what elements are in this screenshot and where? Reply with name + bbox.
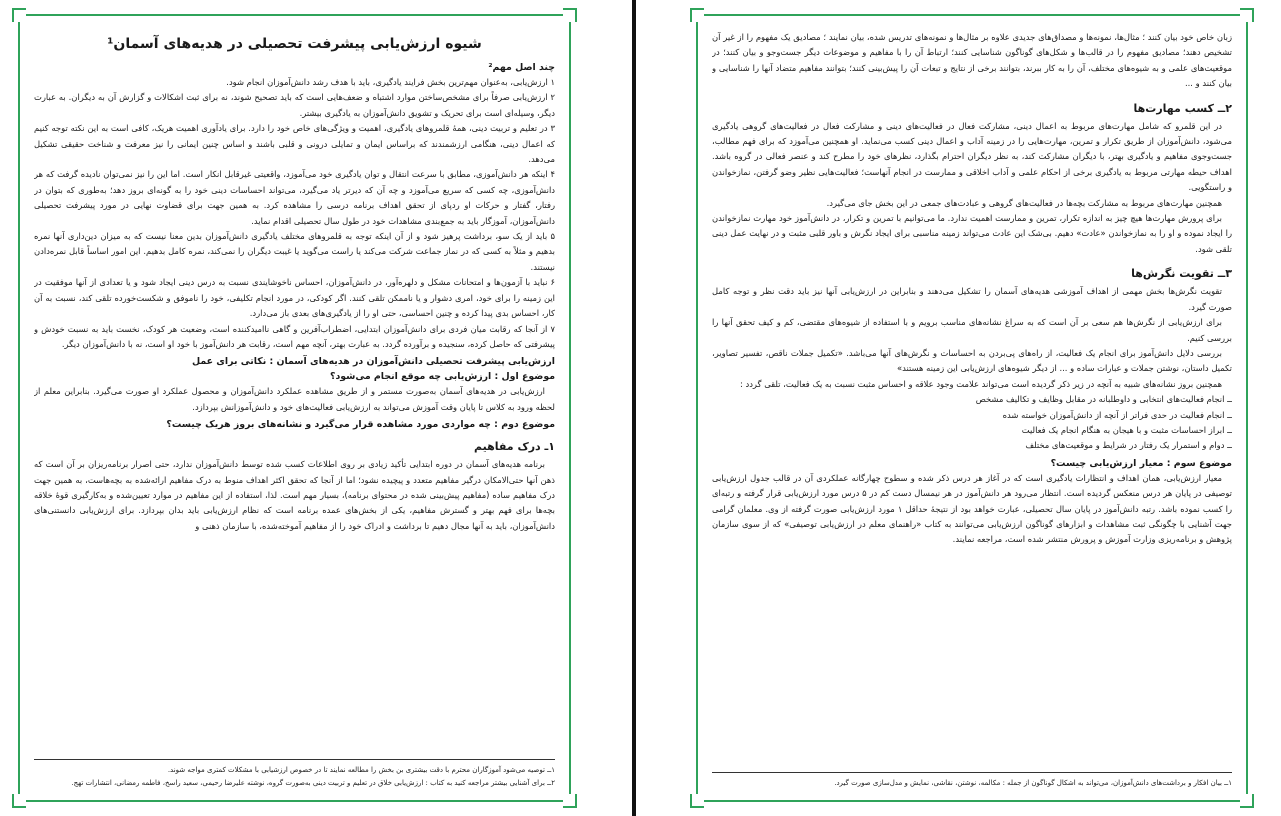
footnote-2: ٢ــ برای آشنایی بیشتر مراجعه کنید به کتاب : ارزش‌یابی خلاق در تعلیم و تربیت دینی به‌صورت گروه، نوشته علیرضا رحیمی، سعید راسخ، فاطمه رمضانی، انتشارات تهج. [71, 779, 555, 787]
section-2-text-1: در این قلمرو که شامل مهارت‌های مربوط به اعمال دینی، مشارکت فعال در فعالیت‌های دینی و مشارکت فعال در فعالیت‌های گروهی یادگیری می‌شود، دانش‌آموزان از طریق تکرار و تمرین، مهارت‌هایی را در زمینه آداب و اعمال دینی کسب می‌نماید. او همچنین می‌آموزد که برای فهم مطالب، جست‌وجوی مفاهیم و یادگیری بهتر، با دیگران مشارکت کند، به نظر دیگران احترام بگذارد، نظرهای خود را مطرح کند و عنصر فعالی در گروه باشد. اهداف حیطه مهارتی مربوط به یادگیری برخی از احکام علمی و آداب اخلاقی و ممارست در انجام آنهاست؛ فعالیت‌هایی نظیر وضو گرفتن، نمازخواندن و راستگویی. [712, 120, 1232, 193]
section-1-heading: ١ـ درک مفاهیم [474, 440, 555, 454]
frame-corner [690, 8, 704, 22]
footnote-1: ١ــ توصیه می‌شود آموزگاران محترم با دقت بیشتری بن بخش را مطالعه نمایند تا در خصوص ارزشیابی با مشکلات کمتری مواجه شوند. [167, 766, 555, 774]
important-points-heading: چند اصل مهم² [488, 62, 555, 73]
right-page [696, 14, 1248, 802]
frame-corner [12, 8, 26, 22]
section-2-text-2: همچنین مهارت‌های مربوط به مشارکت بچه‌ها در فعالیت‌های گروهی و عبادت‌های جمعی در این بخش جای می‌گیرد. [826, 197, 1222, 208]
intro-text: زبان خاص خود بیان کنند ؛ مثال‌ها، نمونه‌ها و مصداق‌های جدیدی علاوه بر مثال‌ها و نمونه‌های تدریس شده، بیان نمایند ؛ مصادیق یک مفهوم را از غیر آن تشخیص دهند؛ مصادیق مفهوم را در قالب‌ها و شکل‌های گوناگون شناسایی کنند؛ ارتباط آن را با مفاهیم و موضوعات دیگر جست‌وجو و بیان کنند؛ در موقعیت‌های علمی و به شیوه‌های مختلف، آن را به کار ببرند، بتوانند برخی از نتایج و تبعات آن را پیش‌بینی کنند؛ بتوانند مفاهیم متضاد آنها را شناسایی و بیان کنند و ... [712, 32, 1232, 89]
frame-corner [563, 8, 577, 22]
section-3-heading: ٣ــ تقویت نگرش‌ها [1131, 267, 1232, 281]
topic-3-heading: موضوع سوم : معیار ارزش‌یابی چیست؟ [1050, 457, 1232, 469]
point-1: ١ ارزش‌یابی، به‌عنوان مهم‌ترین بخش فرایند یادگیری، باید با هدف رشد دانش‌آموزان انجام شود. [226, 77, 555, 87]
section-2-text-3: برای پرورش مهارت‌ها هیچ چیز به اندازه تکرار، تمرین و ممارست اهمیت ندارد. ما می‌توانیم با تمرین و تکرار، در دانش‌آموز خود مهارت نمازخواندن را ایجاد نموده و او را به نمازخواندن «عادت» دهیم. بی‌شک این عادت می‌تواند زمینه مناسبی برای ایجاد نگرش و باور قلبی مثبت و در نهایت عمل دینی تلقی شود. [712, 213, 1232, 254]
point-2: ٢ ارزش‌یابی صرفاً برای مشخص‌ساختن موارد اشتباه و ضعف‌هایی است که باید تصحیح شوند، نه برای ثبت اشکالات و گزارش آن به دیگران. به عبارت دیگر، وسیله‌ای است برای تحریک و تشویق دانش‌آموزان به یادگیری بیشتر. [34, 92, 555, 118]
point-6: ۶ نباید با آزمون‌ها و امتحانات مشکل و دلهره‌آور، در دانش‌آموزان، احساس ناخوشایندی نسبت به درس دینی ایجاد شود و یا تعدادی از آنها موفقیت در این زمینه را برای خود، امری دشوار و یا ناممکن تلقی کنند. اگر کودکی، در مورد انجام تکلیفی، خود را ناموفق و شکست‌خورده تلقی کند، نسبت به آن کار، احساس بدی پیدا کرده و چنین احساسی، حتی او را از یادگیری‌های بعدی باز می‌دارد. [34, 277, 555, 319]
point-5: ۵ باید از یک سو، برداشت پرهیز شود و از آن اینکه توجه به قلمروهای مختلف یادگیری دانش‌آموزان بدین معنا نیست که به میزان دین‌داری آنها نمره بدهیم و مثلاً به کسی که در نماز جماعت شرکت می‌کند یا راست می‌گوید یا غیبت دیگران را نمی‌کند، نمره کامل بدهیم. این امور اساساً قابل نمره‌دادن نیستند. [34, 231, 555, 272]
right-page-content [712, 30, 1232, 756]
bullet-item: ــ انجام فعالیت در حدی فراتر از آنچه از دانش‌آموزان خواسته شده [1002, 409, 1232, 420]
left-page [18, 14, 571, 802]
page-title: شیوه ارزش‌یابی پیشرفت تحصیلی در هدیه‌های آسمان¹ [107, 36, 482, 52]
section-3-text-2: برای ارزش‌یابی از نگرش‌ها هم سعی بر آن است که به سراغ نشانه‌های مناسب برویم و با استفاده از شیوه‌های مقتضی، کم و کیف تحقق آنها را بررسی کنیم. [712, 317, 1232, 343]
page-divider [632, 0, 636, 816]
section-3-text-3: بررسی دلایل دانش‌آموز برای انجام یک فعالیت، از راه‌های پی‌بردن به احساسات و نگرش‌های آنها می‌باشد. «تکمیل جملات ناقص، تفسیر تصاویر، تکمیل داستان، نوشتن جملات و عبارات ساده و ... از دیگر شیوه‌های ارزش‌یابی این زمینه هستند» [712, 347, 1232, 374]
frame-corner [1240, 794, 1254, 808]
bullet-item: ــ ابراز احساسات مثبت و با هیجان به هنگام انجام یک فعالیت [1021, 424, 1232, 435]
topic-3-text: معیار ارزش‌یابی، همان اهداف و انتظارات یادگیری است که در آغاز هر درس ذکر شده و سطوح چهارگانه عملکردی آن در قالب جدول ارزش‌یابی توصیفی در پایان هر درس منعکس گردیده است. انتظار می‌رود هر دانش‌آموز در هر نیمسال دست کم در ۵ درس مورد ارزش‌یابی قرار گرفته و رتبه‌ای را کسب نموده باشد. رتبه دانش‌آموز در پایان سال تحصیلی، عبارت خواهد بود از نتیجهٔ حداقل ١ مورد ارزش‌یابی صورت گرفته از وی. معلمان گرامی جهت آشنایی با چگونگی ثبت مشاهدات و ابزارهای گوناگون ارزش‌یابی می‌توانند به کتاب «راهنمای معلم در ارزش‌یابی توصیفی» که از سوی سازمان پژوهش و برنامه‌ریزی وزارت آموزش و پرورش منتشر شده است، مراجعه نمایند. [712, 472, 1232, 545]
section-1-text: برنامه هدیه‌های آسمان در دوره ابتدایی تأکید زیادی بر روی اطلاعات کسب شده توسط دانش‌آموزان ندارد، حتی اصرار برنامه‌ریزان بر آن است که ذهن آنها حتی‌الامکان درگیر مفاهیم متعدد و پیچیده نشود؛ اما از آنجا که تحقق اکثر اهداف منوط به درک مفاهیم ارائه‌شده به بچه‌هاست، به همین جهت درک مفاهیم ساده (مفاهیم پیش‌بینی شده در محتوای برنامه)، بسیار مهم است. لذا، استفاده از این مفاهیم در موارد تعیین‌شده و به‌کارگیری قوهٔ خلاقه بچه‌ها برای فهم بهتر و گسترش مفاهیم، یکی از بخش‌های عمده برنامه است که نظام ارزش‌یابی باید بدان بپردازد. برای ارزش‌یابی دانستنی‌های دانش‌آموزان، باید به آنها مجال دهیم تا برداشت و ادراک خود را از مفاهیم آموخته‌شده، با سازمان ذهنی و [34, 459, 555, 531]
evaluation-section-heading: ارزش‌یابی پیشرفت تحصیلی دانش‌آموزان در هدیه‌های آسمان : نکاتی برای عمل [191, 356, 555, 368]
frame-corner [563, 794, 577, 808]
section-3-text-4: همچنین بروز نشانه‌های شبیه به آنچه در زیر ذکر گردیده است می‌تواند علامت وجود علاقه و احساس مثبت نسبت به یک فعالیت، تلقی گردد : [739, 378, 1222, 389]
frame-corner [12, 794, 26, 808]
frame-corner [1240, 8, 1254, 22]
footnote-rule [34, 759, 555, 760]
bullet-item: ــ انجام فعالیت‌های انتخابی و داوطلبانه در مقابل وظایف و تکالیف مشخص [975, 394, 1232, 405]
topic-1-heading: موضوع اول : ارزش‌یابی چه موقع انجام می‌شود؟ [330, 371, 555, 383]
section-2-heading: ٢ــ کسب مهارت‌ها [1133, 101, 1232, 115]
topic-2-heading: موضوع دوم : چه مواردی مورد مشاهده قرار می‌گیرد و نشانه‌های بروز هریک چیست؟ [166, 419, 555, 431]
point-3: ٣ در تعلیم و تربیت دینی، همهٔ قلمروهای یادگیری، اهمیت و ویژگی‌های خاص خود را دارد. برای یادآوری اهمیت هریک، کافی است به این نکته توجه کنیم که اعمال دینی، هنگامی ارزشمندند که براساس ایمان و تمایلی درونی و قلبی باشند و اساس چنین ایمانی را نیز معرفت و شناخت حقیقی تشکیل می‌دهد. [34, 123, 555, 165]
point-7: ٧ از آنجا که رقابت میان فردی برای دانش‌آموزان ابتدایی، اضطراب‌آفرین و گاهی ناامیدکننده است، وضعیت هر کودک، نخست باید به نسبت خودش و پیشرفتی که حاصل کرده، سنجیده و برآورده گردد. به عبارت بهتر، آنچه مهم است، رقابت هر دانش‌آموز با خود او است، نه با دانش‌آموزان دیگر. [34, 323, 555, 349]
footnote-rule [712, 772, 1232, 773]
section-3-text-1: تقویت نگرش‌ها بخش مهمی از اهداف آموزشی هدیه‌های آسمان را تشکیل می‌دهند و بنابراین در ارزش‌یابی آنها نیز باید دقت نظر و توجه کامل صورت گیرد. [712, 286, 1232, 312]
right-footnotes [712, 772, 1232, 790]
bullet-item: ــ دوام و استمرار یک رفتار در شرایط و موقعیت‌های مختلف [1025, 440, 1232, 451]
topic-1-text: ارزش‌یابی در هدیه‌های آسمان به‌صورت مستمر و از طریق مشاهده عملکرد دانش‌آموزان و محصول عملکرد او صورت می‌گیرد. بنابراین معلم از لحظه ورود به کلاس تا پایان وقت آموزش می‌تواند به ارزش‌یابی فعالیت‌های خود و دانش‌آموزانش بپردازد. [34, 386, 555, 412]
frame-corner [690, 794, 704, 808]
left-footnotes [34, 759, 555, 790]
left-page-content [34, 30, 555, 740]
point-4: ۴ اینکه هر دانش‌آموزی، مطابق با سرعت انتقال و توان یادگیری خود می‌آموزد، واقعیتی غیرقابل انکار است. اما این را نیز نمی‌توان نادیده گرفت که هر دانش‌آموزی، چه کسی که سریع می‌آموزد و چه آن که دیرتر یاد می‌گیرد، می‌تواند احساسات دینی خود را به گونه‌ای بروز دهد؛ به‌طوری که بتوان در رفتار، گفتار و حرکات او ردپای از تحقق اهداف برنامه درسی را مشاهده کرد. به همین جهت برای قضاوت نهایی در مورد پیشرفت تحصیلی دانش‌آموزان، آموزگار باید به جمع‌بندی مشاهدات خود در طول سال تحصیلی اقدام نماید. [34, 169, 555, 226]
footnote-1: ١ــ بیان افکار و برداشت‌های دانش‌آموزان، می‌تواند به اشکال گوناگون از جمله : مکالمه، نوشتن، نقاشی، نمایش و مدل‌سازی صورت گیرد. [834, 779, 1232, 787]
